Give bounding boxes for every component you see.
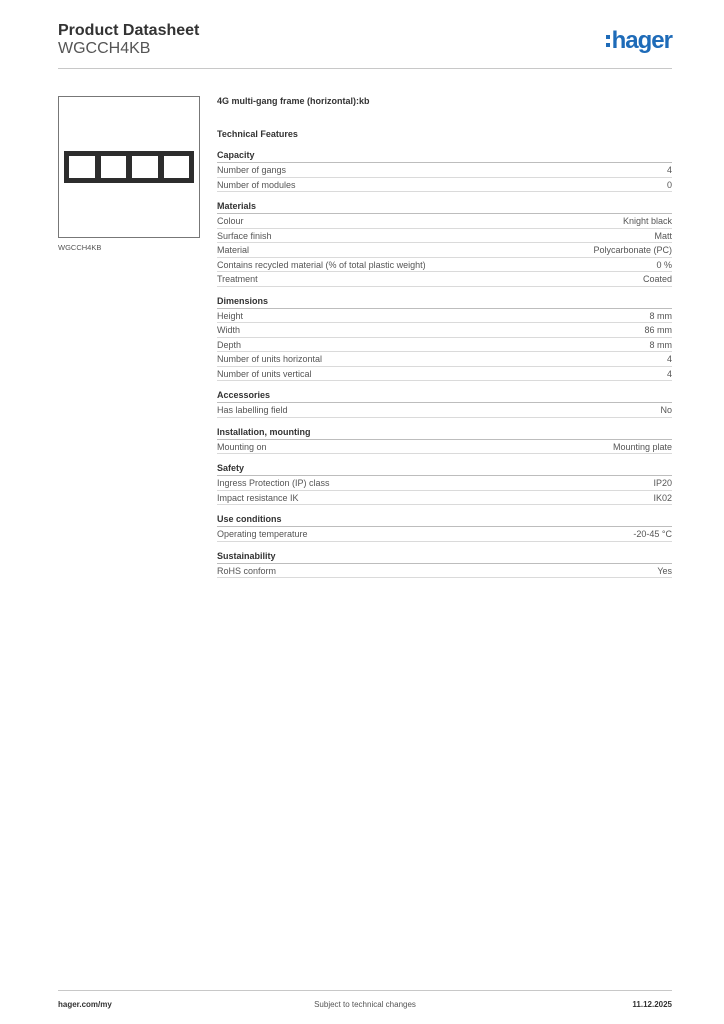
spec-sections xyxy=(217,148,672,578)
section-title: Safety xyxy=(217,461,672,476)
spec-section xyxy=(217,461,672,505)
spec-label: Surface finish xyxy=(217,230,272,241)
spec-value: 0 xyxy=(666,179,672,190)
page-title: Product Datasheet xyxy=(58,22,200,39)
spec-label: RoHS conform xyxy=(217,565,277,576)
spec-label: Number of units vertical xyxy=(217,368,312,379)
footer-website: hager.com/my xyxy=(58,1000,112,1009)
spec-label: Has labelling field xyxy=(217,405,288,415)
spec-label: Contains recycled material (% of total plastic weight) xyxy=(217,259,426,270)
spec-value: 8 mm xyxy=(649,339,672,350)
spec-row xyxy=(217,178,672,193)
section-title: Sustainability xyxy=(217,549,672,564)
spec-section xyxy=(217,549,672,579)
spec-label: Width xyxy=(217,325,241,335)
spec-row xyxy=(217,229,672,244)
spec-row xyxy=(217,338,672,353)
spec-value: Mounting plate xyxy=(612,441,672,452)
page-header xyxy=(58,22,672,69)
spec-section xyxy=(217,425,672,455)
spec-label: Material xyxy=(217,245,250,255)
spec-label: Number of gangs xyxy=(217,165,287,175)
spec-value: 86 mm xyxy=(644,325,672,335)
footer-date: 11.12.2025 xyxy=(632,1000,672,1009)
spec-label: Ingress Protection (IP) class xyxy=(217,478,330,488)
spec-label: Height xyxy=(217,310,244,321)
section-title: Capacity xyxy=(217,148,672,163)
spec-row xyxy=(217,564,672,579)
hager-logo xyxy=(606,28,672,54)
spec-value: Coated xyxy=(642,274,672,284)
spec-value: 4 xyxy=(666,165,672,175)
spec-row xyxy=(217,476,672,491)
spec-row xyxy=(217,272,672,287)
spec-row xyxy=(217,258,672,273)
spec-value: 4 xyxy=(666,354,672,364)
spec-label: Operating temperature xyxy=(217,529,308,539)
spec-section xyxy=(217,148,672,192)
spec-label: Depth xyxy=(217,339,242,350)
spec-row xyxy=(217,367,672,382)
spec-section xyxy=(217,199,672,287)
spec-row xyxy=(217,527,672,542)
spec-row xyxy=(217,491,672,506)
footer-note: Subject to technical changes xyxy=(314,1000,416,1009)
spec-section xyxy=(217,294,672,382)
spec-value: 8 mm xyxy=(649,310,672,321)
product-code: WGCCH4KB xyxy=(58,40,151,57)
spec-row xyxy=(217,352,672,367)
spec-row xyxy=(217,163,672,178)
spec-row xyxy=(217,309,672,324)
section-title: Materials xyxy=(217,199,672,214)
spec-section xyxy=(217,388,672,418)
spec-label: Mounting on xyxy=(217,441,267,452)
spec-section xyxy=(217,512,672,542)
spec-label: Number of units horizontal xyxy=(217,354,323,364)
spec-row xyxy=(217,323,672,338)
spec-row xyxy=(217,440,672,455)
spec-value: Polycarbonate (PC) xyxy=(593,245,672,255)
spec-value: IK02 xyxy=(653,492,672,503)
spec-row xyxy=(217,403,672,418)
spec-row xyxy=(217,214,672,229)
product-name: 4G multi-gang frame (horizontal):kb xyxy=(217,96,370,106)
spec-row xyxy=(217,243,672,258)
spec-value: 4 xyxy=(666,368,672,379)
spec-label: Treatment xyxy=(217,274,258,284)
spec-value: Yes xyxy=(657,565,672,576)
section-title: Dimensions xyxy=(217,294,672,309)
spec-label: Colour xyxy=(217,216,244,226)
logo-text: hager xyxy=(611,27,672,54)
product-image xyxy=(58,96,200,238)
frame-illustration xyxy=(64,151,194,183)
section-title: Accessories xyxy=(217,388,672,403)
technical-features-heading: Technical Features xyxy=(217,129,298,139)
spec-content xyxy=(217,96,672,585)
page-footer xyxy=(58,990,672,1015)
section-title: Use conditions xyxy=(217,512,672,527)
section-title: Installation, mounting xyxy=(217,425,672,440)
spec-value: Knight black xyxy=(622,216,672,226)
spec-label: Impact resistance IK xyxy=(217,492,299,503)
spec-value: Matt xyxy=(654,230,672,241)
image-caption: WGCCH4KB xyxy=(58,243,102,252)
spec-value: No xyxy=(660,405,672,415)
spec-value: -20-45 °C xyxy=(633,529,672,539)
logo-dots-icon xyxy=(606,35,610,47)
spec-label: Number of modules xyxy=(217,179,296,190)
spec-value: IP20 xyxy=(653,478,672,488)
spec-value: 0 % xyxy=(656,259,672,270)
